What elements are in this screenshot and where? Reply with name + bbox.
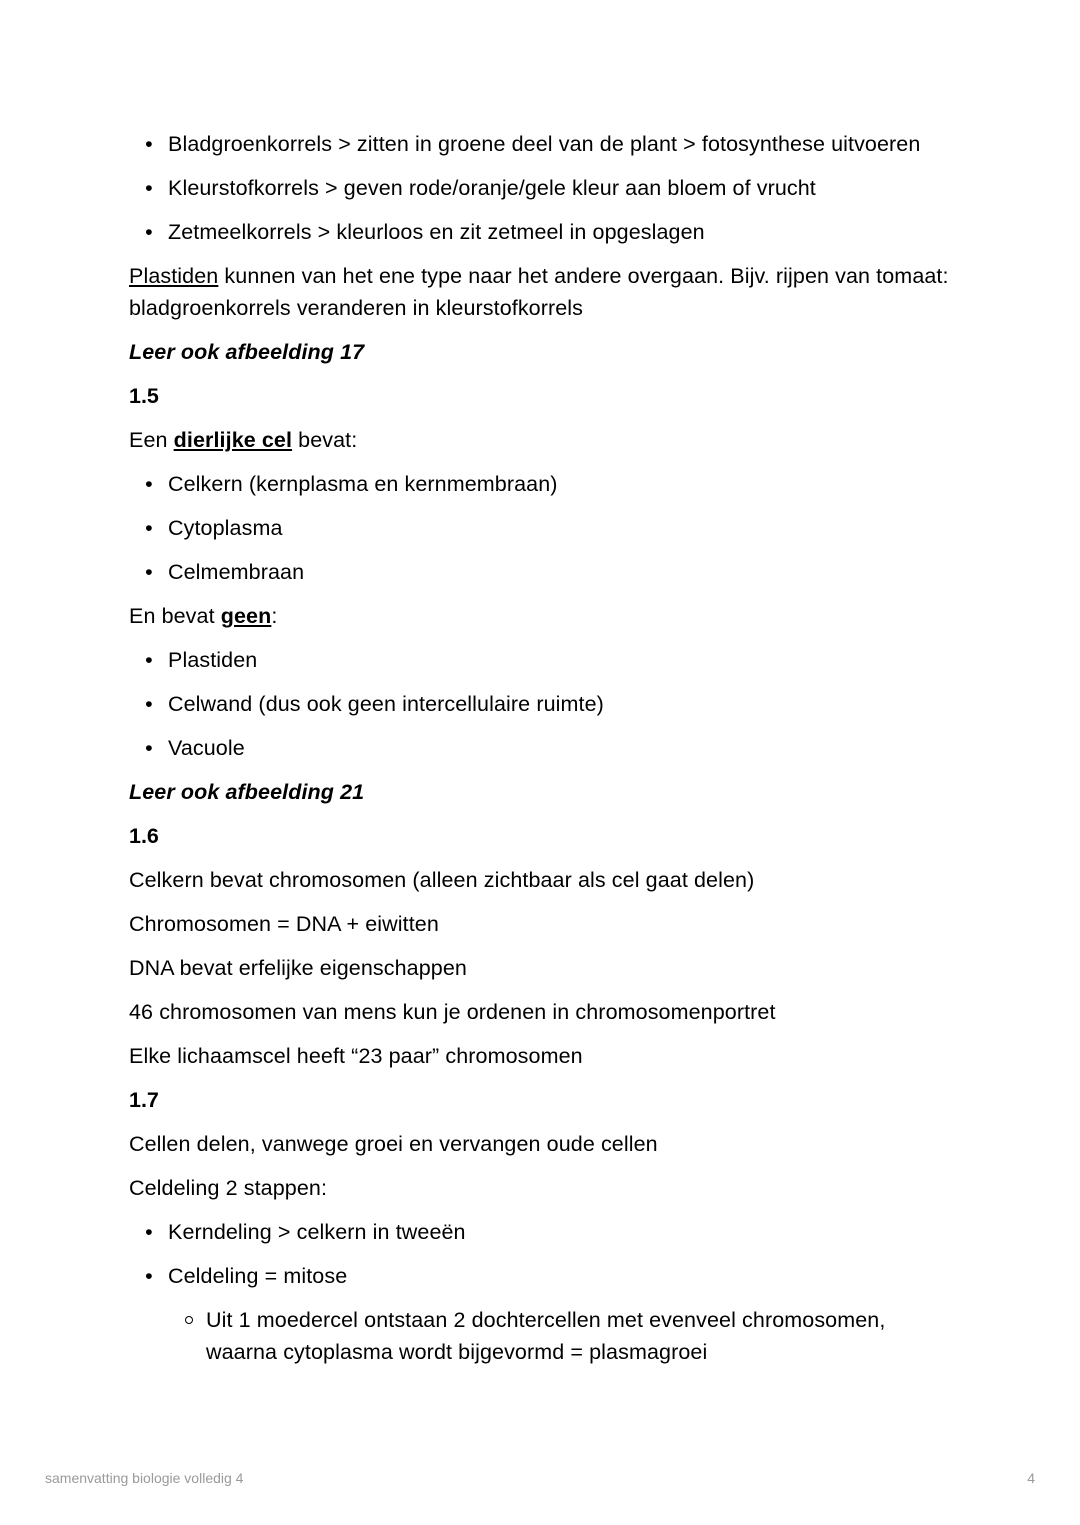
dierlijke-cel-intro-prefix: Een [129, 428, 174, 452]
dierlijke-cel-bevat-list [129, 468, 953, 588]
celdeling-stappen-list [129, 1216, 953, 1368]
list-item [129, 128, 953, 160]
list-item [129, 172, 953, 204]
list-item [129, 1216, 953, 1248]
list-item-text: Kerndeling > celkern in tweeën [168, 1220, 466, 1244]
bullet-circle-icon [185, 1316, 193, 1324]
list-item [129, 468, 953, 500]
dierlijke-cel-intro [129, 424, 953, 456]
list-item [129, 556, 953, 588]
dierlijke-cel-intro-suffix: bevat: [292, 428, 358, 452]
dierlijke-cel-bevat-geen-list [129, 644, 953, 764]
list-item [129, 216, 953, 248]
bullet-disc-icon: • [145, 176, 153, 200]
footer-page-number: 4 [1027, 1470, 1035, 1486]
bullet-disc-icon: • [145, 648, 153, 672]
en-bevat-geen-suffix: : [271, 604, 278, 628]
geen-term: geen [220, 604, 272, 628]
plastid-types-list [129, 128, 953, 248]
list-item-text: Kleurstofkorrels > geven rode/oranje/gele kleur aan bloem of vrucht [168, 176, 816, 200]
chromosomen-line-4: 46 chromosomen van mens kun je ordenen in chromosomenportret [129, 1000, 776, 1024]
list-item-text: Celdeling = mitose [168, 1264, 348, 1288]
footer-document-title: samenvatting biologie volledig 4 [45, 1470, 244, 1486]
list-item [129, 1260, 953, 1368]
chromosomen-line-3: DNA bevat erfelijke eigenschappen [129, 956, 467, 980]
plastiden-term: Plastiden [129, 264, 219, 288]
bullet-disc-icon: • [145, 220, 153, 244]
en-bevat-geen-prefix: En bevat [129, 604, 221, 628]
bullet-disc-icon: • [145, 472, 153, 496]
list-item-text: Celwand (dus ook geen intercellulaire ruimte) [168, 692, 604, 716]
en-bevat-geen-intro [129, 600, 953, 632]
list-item [129, 732, 953, 764]
list-item-text: Plastiden [168, 648, 258, 672]
chromosomen-line-2: Chromosomen = DNA + eiwitten [129, 912, 439, 936]
list-item-text: Vacuole [168, 736, 245, 760]
list-item-text: Zetmeelkorrels > kleurloos en zit zetmeel in opgeslagen [168, 220, 705, 244]
list-item-text: Celmembraan [168, 560, 305, 584]
list-item-text: Cytoplasma [168, 516, 283, 540]
list-item [129, 512, 953, 544]
bullet-disc-icon: • [145, 516, 153, 540]
list-item [129, 688, 953, 720]
bullet-disc-icon: • [145, 1264, 153, 1288]
plastiden-paragraph [129, 260, 953, 324]
chromosomen-line-1: Celkern bevat chromosomen (alleen zichtbaar als cel gaat delen) [129, 868, 755, 892]
page-content [129, 128, 953, 1380]
bullet-disc-icon: • [145, 1220, 153, 1244]
list-item-text: Bladgroenkorrels > zitten in groene deel van de plant > fotosynthese uitvoeren [168, 132, 921, 156]
sub-list-item-text: Uit 1 moedercel ontstaan 2 dochtercellen met evenveel chromosomen, waarna cytoplasma wordt bijgevormd = plasmagroei [206, 1308, 886, 1364]
list-item-text: Celkern (kernplasma en kernmembraan) [168, 472, 558, 496]
section-heading-1-6: 1.6 [129, 824, 159, 848]
chromosomen-line-5: Elke lichaamscel heeft “23 paar” chromosomen [129, 1044, 583, 1068]
bullet-disc-icon: • [145, 560, 153, 584]
plastiden-paragraph-rest: kunnen van het ene type naar het andere overgaan. Bijv. rijpen van tomaat: bladgroenkorrels veranderen in kleurstofkorrels [129, 264, 949, 320]
sub-list-item [168, 1304, 953, 1368]
dierlijke-cel-term: dierlijke cel [173, 428, 293, 452]
leer-ook-afbeelding-21: Leer ook afbeelding 21 [129, 780, 365, 804]
bullet-disc-icon: • [145, 736, 153, 760]
page-footer [45, 1469, 1035, 1487]
celdeling-line-2: Celdeling 2 stappen: [129, 1176, 328, 1200]
celdeling-line-1: Cellen delen, vanwege groei en vervangen oude cellen [129, 1132, 658, 1156]
leer-ook-afbeelding-17: Leer ook afbeelding 17 [129, 340, 365, 364]
bullet-disc-icon: • [145, 132, 153, 156]
section-heading-1-7: 1.7 [129, 1088, 159, 1112]
bullet-disc-icon: • [145, 692, 153, 716]
mitose-sub-list [168, 1304, 953, 1368]
section-heading-1-5: 1.5 [129, 384, 159, 408]
list-item [129, 644, 953, 676]
